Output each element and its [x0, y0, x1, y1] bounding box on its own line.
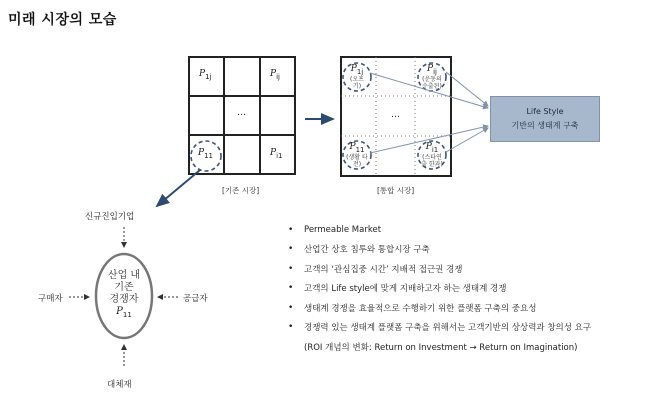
- left-cell-p1j: $P_{1j}$: [199, 69, 212, 81]
- right-center-ellipsis: …: [391, 110, 400, 120]
- left-cell-ellipsis: …: [237, 108, 246, 118]
- bullet-item: • 경쟁력 있는 생태계 플랫폼 구축을 위해서는 고객기반의 상상력과 창의성 요구: [288, 322, 592, 334]
- integrated-market-caption: [통합 시장]: [377, 186, 415, 195]
- right-corner-pi1: $P_{i1}$ (스타연출 한과): [421, 142, 443, 168]
- right-corner-pij: $P_{ij}$ (운동의 수출된): [422, 64, 442, 90]
- right-corner-p11: $P_{11}$ (생활 타전): [346, 142, 368, 168]
- buyer-label: 구매자: [38, 294, 63, 304]
- left-cell-p11: $P_{11}$: [198, 148, 213, 160]
- arrow-to-new-entrant: [157, 170, 200, 206]
- bullet-item: • Permeable Market: [288, 224, 382, 235]
- existing-market-caption: [기존 시장]: [222, 186, 260, 195]
- left-cell-pij: $P_{ij}$: [270, 69, 280, 81]
- incumbent-competitor-label: 산업 내 기존 경쟁자 $P_{11}$: [107, 270, 141, 319]
- life-style-title: Life Style: [526, 107, 564, 116]
- bullet-item: • 생태계 경쟁을 효율적으로 수행하기 위한 플랫폼 구축의 중요성: [288, 302, 537, 314]
- bullet-list: [288, 220, 591, 357]
- page-title: 미래 시장의 모습: [8, 12, 117, 28]
- substitute-label: 대체재: [107, 380, 132, 390]
- supplier-label: 공급자: [183, 294, 208, 304]
- bullet-note: (ROI 개념의 변화: Return on Investment → Return on Imagination): [304, 342, 578, 353]
- bullet-item: • 고객의 Life style에 맞게 지배하고자 하는 생태계 경쟁: [288, 283, 507, 295]
- new-entrant-label: 신규진입기업: [85, 212, 135, 222]
- bullet-item: • 고객의 ‘관심집중 시간’ 지배적 접근권 경쟁: [288, 263, 463, 275]
- bullet-item: • 산업간 상호 침투와 통합시장 구축: [288, 244, 430, 256]
- right-corner-p1j: $P_{1j}$ (오프기): [350, 64, 364, 90]
- left-cell-pi1: $P_{i1}$: [270, 148, 283, 160]
- life-style-subtitle: 기반의 생태계 구축: [511, 121, 579, 130]
- life-style-box: [490, 96, 600, 142]
